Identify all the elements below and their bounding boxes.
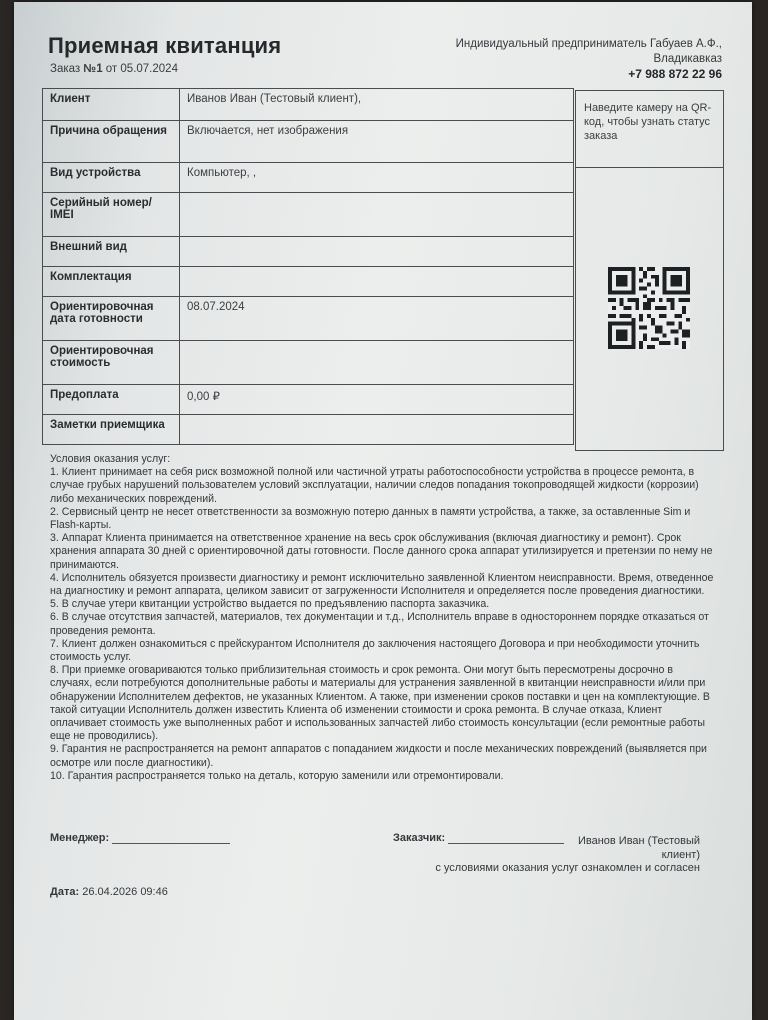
form-row-notes bbox=[43, 415, 574, 445]
form-value bbox=[180, 341, 574, 385]
terms-item: 7. Клиент должен ознакомиться с прейскурантом Исполнителя до заключения настоящего Договора и при необходимости уточнить стоимость услуг. bbox=[50, 637, 700, 664]
form-value: Включается, нет изображения bbox=[180, 121, 574, 163]
page-title: Приемная квитанция bbox=[48, 33, 282, 58]
form-row-kit bbox=[43, 267, 574, 297]
form-value bbox=[180, 267, 574, 297]
customer-label: Заказчик bbox=[393, 832, 442, 844]
customer-signature: Заказчик: bbox=[393, 832, 564, 844]
terms-item: 2. Сервисный центр не несет ответственности за возможную потерю данных в памяти устройства, а также, за оставленные Sim и Flash-карты. bbox=[50, 505, 691, 532]
terms-item: 10. Гарантия распространяется только на деталь, которую заменили или отремонтировали. bbox=[50, 769, 504, 782]
service-terms bbox=[50, 453, 718, 783]
order-info: Заказ №1 от 05.07.2024 bbox=[50, 63, 178, 75]
terms-item: 6. В случае отсутствия запчастей, материалов, тех документации и т.д., Исполнитель вправе в одностороннем порядке отказаться от проведения ремонта. bbox=[50, 611, 709, 637]
date-label: Дата bbox=[50, 886, 76, 898]
company-city: Владикавказ bbox=[653, 53, 722, 65]
form-label: Причина обращения bbox=[43, 121, 180, 163]
date-value: 26.04.2026 09:46 bbox=[82, 886, 168, 898]
company-phone: +7 988 872 22 96 bbox=[628, 67, 722, 81]
terms-item: 8. При приемке оговариваются только приблизительная стоимость и срок ремонта. Они могут быть пересмотрены досрочно в случаях, если потребуются дополнительные работы и материалы для устранения заявленной в квитанции неисправности и/или при обнаружении Исполнителем дефектов, не указанных Клиентом. А также, при изменении сроков поставки и цен на комплектующие. В такой ситуации Исполнитель должен известить Клиента об изменении стоимости и срока ремонта. В случае отказа, Клиент оплачивает стоимость уже выполненных работ и использованных запчастей либо стоимость консультации (если ремонтные работы еще не проводились). bbox=[50, 664, 710, 743]
form-row-reason bbox=[43, 121, 574, 163]
manager-signature-line[interactable] bbox=[112, 843, 230, 844]
terms-heading: Условия оказания услуг: bbox=[50, 453, 171, 465]
form-row-client bbox=[43, 89, 574, 121]
form-row-appearance bbox=[43, 237, 574, 267]
form-value bbox=[180, 237, 574, 267]
form-label: Серийный номер/ IMEI bbox=[43, 193, 180, 237]
customer-name: Иванов Иван (Тестовый клиент) bbox=[577, 835, 700, 861]
entrepreneur-name: Индивидуальный предприниматель Габуаев А.Ф., bbox=[455, 38, 722, 50]
form-label: Предоплата bbox=[43, 385, 180, 415]
manager-label: Менеджер bbox=[50, 832, 106, 844]
form-value: 08.07.2024 bbox=[180, 297, 574, 341]
form-row-cost bbox=[43, 341, 574, 385]
form-row-ready-date bbox=[43, 297, 574, 341]
qr-code-icon[interactable] bbox=[608, 267, 690, 349]
form-label: Заметки приемщика bbox=[43, 415, 180, 445]
form-value bbox=[180, 193, 574, 237]
terms-item: 4. Исполнитель обязуется произвести диагностику и ремонт исключительно заявленной Клиентом неисправности. Время, отведенное на диагностику и ремонт аппарата, целиком зависит от загруженности Исполнителя и определяется после проведения диагностики. bbox=[50, 571, 714, 598]
order-number: №1 bbox=[83, 63, 103, 75]
date-row: Дата: 26.04.2026 09:46 bbox=[50, 886, 168, 898]
qr-hint: Наведите камеру на QR-код, чтобы узнать статус заказа bbox=[584, 102, 712, 142]
form-label: Комплектация bbox=[43, 267, 180, 297]
form-row-device bbox=[43, 163, 574, 193]
form-label: Вид устройства bbox=[43, 163, 180, 193]
qr-panel bbox=[575, 90, 724, 451]
form-value bbox=[180, 415, 574, 445]
qr-divider bbox=[576, 167, 723, 168]
order-date: 05.07.2024 bbox=[120, 63, 178, 75]
agreement-text: с условиями оказания услуг ознакомлен и согласен bbox=[435, 862, 700, 874]
manager-signature: Менеджер: bbox=[50, 832, 230, 844]
form-label: Клиент bbox=[43, 89, 180, 121]
terms-item: 9. Гарантия не распространяется на ремонт аппаратов с попаданием жидкости и после механических повреждений (выявляется при осмотре или после диагностики). bbox=[50, 743, 707, 769]
terms-item: 5. В случае утери квитанции устройство выдается по предъявлению паспорта заказчика. bbox=[50, 598, 490, 611]
form-label: Внешний вид bbox=[43, 237, 180, 267]
form-row-serial bbox=[43, 193, 574, 237]
terms-item: 3. Аппарат Клиента принимается на ответственное хранение на весь срок обслуживания (включая диагностику и ремонт). Срок хранения аппарата 30 дней с ориентировочной даты готовности. После данного срока аппарат утилизируется и претензии по нему не принимаются. bbox=[50, 532, 713, 571]
form-row-prepayment bbox=[43, 385, 574, 415]
form-value: Иванов Иван (Тестовый клиент), bbox=[180, 89, 574, 121]
terms-item: 1. Клиент принимает на себя риск возможной полной или частичной утраты работоспособности устройства в процессе ремонта, в случае грубых нарушений пользователем условий эксплуатации, наличии следов попадания токопроводящей жидкости (коррозии) либо механических повреждений. bbox=[50, 466, 699, 505]
form-label: Ориентировочная дата готовности bbox=[43, 297, 180, 341]
company-info bbox=[456, 37, 722, 82]
customer-signature-line[interactable] bbox=[448, 843, 564, 844]
order-form-table bbox=[42, 88, 574, 445]
form-value: 0,00 ₽ bbox=[180, 385, 574, 415]
form-label: Ориентировочная стоимость bbox=[43, 341, 180, 385]
form-value: Компьютер, , bbox=[180, 163, 574, 193]
